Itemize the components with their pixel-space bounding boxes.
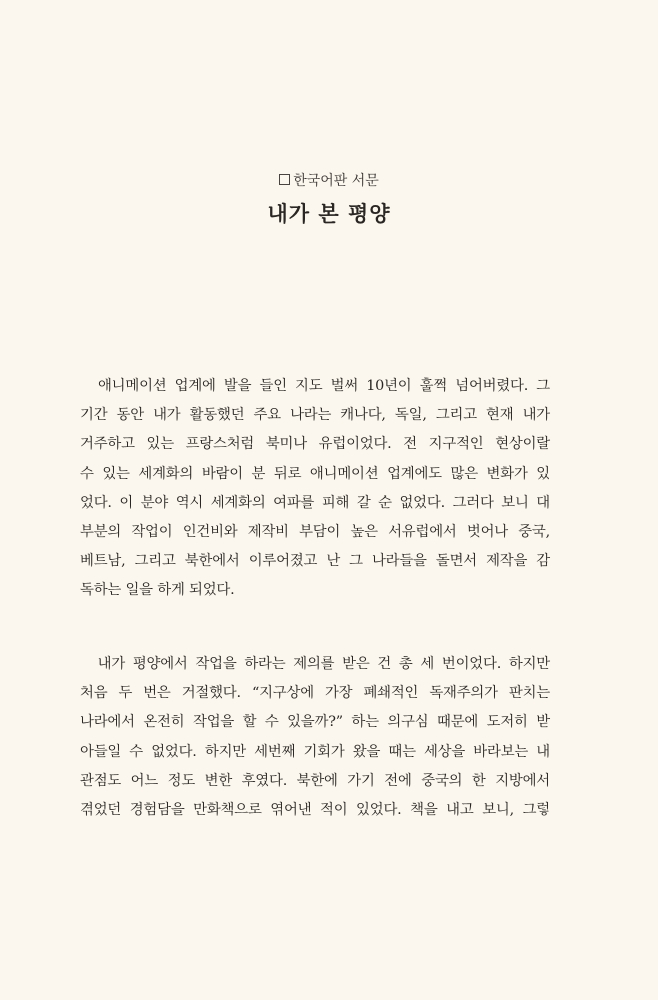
text-line: 나라에서 온전히 작업을 할 수 있을까?” 하는 의구심 때문에 도저히 받 xyxy=(80,714,550,731)
text-line: 아들일 수 없었다. 하지만 세번째 기회가 왔을 때는 세상을 바라보는 내 xyxy=(80,743,550,760)
text-line: 기간 동안 내가 활동했던 주요 나라는 캐나다, 독일, 그리고 현재 내가 xyxy=(80,407,550,424)
chapter-title: 내가 본 평양 xyxy=(267,202,391,226)
text-line: 었다. 이 분야 역시 세계화의 여파를 피해 갈 순 없었다. 그러다 보니 대 xyxy=(80,494,550,511)
text-line: 독하는 일을 하게 되었다. xyxy=(80,582,235,599)
text-line: 베트남, 그리고 북한에서 이루어졌고 난 그 나라들을 돌면서 제작을 감 xyxy=(80,553,550,570)
text-line: 관점도 어느 정도 변한 후였다. 북한에 가기 전에 중국의 한 지방에서 xyxy=(80,772,550,789)
section-label-text: 한국어판 서문 xyxy=(293,173,379,189)
section-label xyxy=(0,170,658,190)
paragraph-2 xyxy=(80,650,550,825)
text-line: 부분의 작업이 인건비와 제작비 부담이 높은 서유럽에서 벗어나 중국, xyxy=(80,523,550,540)
text-line: 수 있는 세계화의 바람이 분 뒤로 애니메이션 업계에도 많은 변화가 있 xyxy=(80,465,550,482)
text-line: 애니메이션 업계에 발을 들인 지도 벌써 10년이 훌쩍 넘어버렸다. 그 xyxy=(80,378,550,394)
text-line: 내가 평양에서 작업을 하라는 제의를 받은 건 총 세 번이었다. 하지만 xyxy=(80,656,550,672)
square-bullet-icon xyxy=(279,174,290,185)
text-line: 거주하고 있는 프랑스처럼 북미나 유럽이었다. 전 지구적인 현상이랄 xyxy=(80,436,550,453)
text-line: 처음 두 번은 거절했다. “지구상에 가장 폐쇄적인 독재주의가 판치는 xyxy=(80,685,550,702)
text-line: 겪었던 경험담을 만화책으로 엮어낸 적이 있었다. 책을 내고 보니, 그렇 xyxy=(80,801,550,818)
paragraph-1 xyxy=(80,372,550,606)
